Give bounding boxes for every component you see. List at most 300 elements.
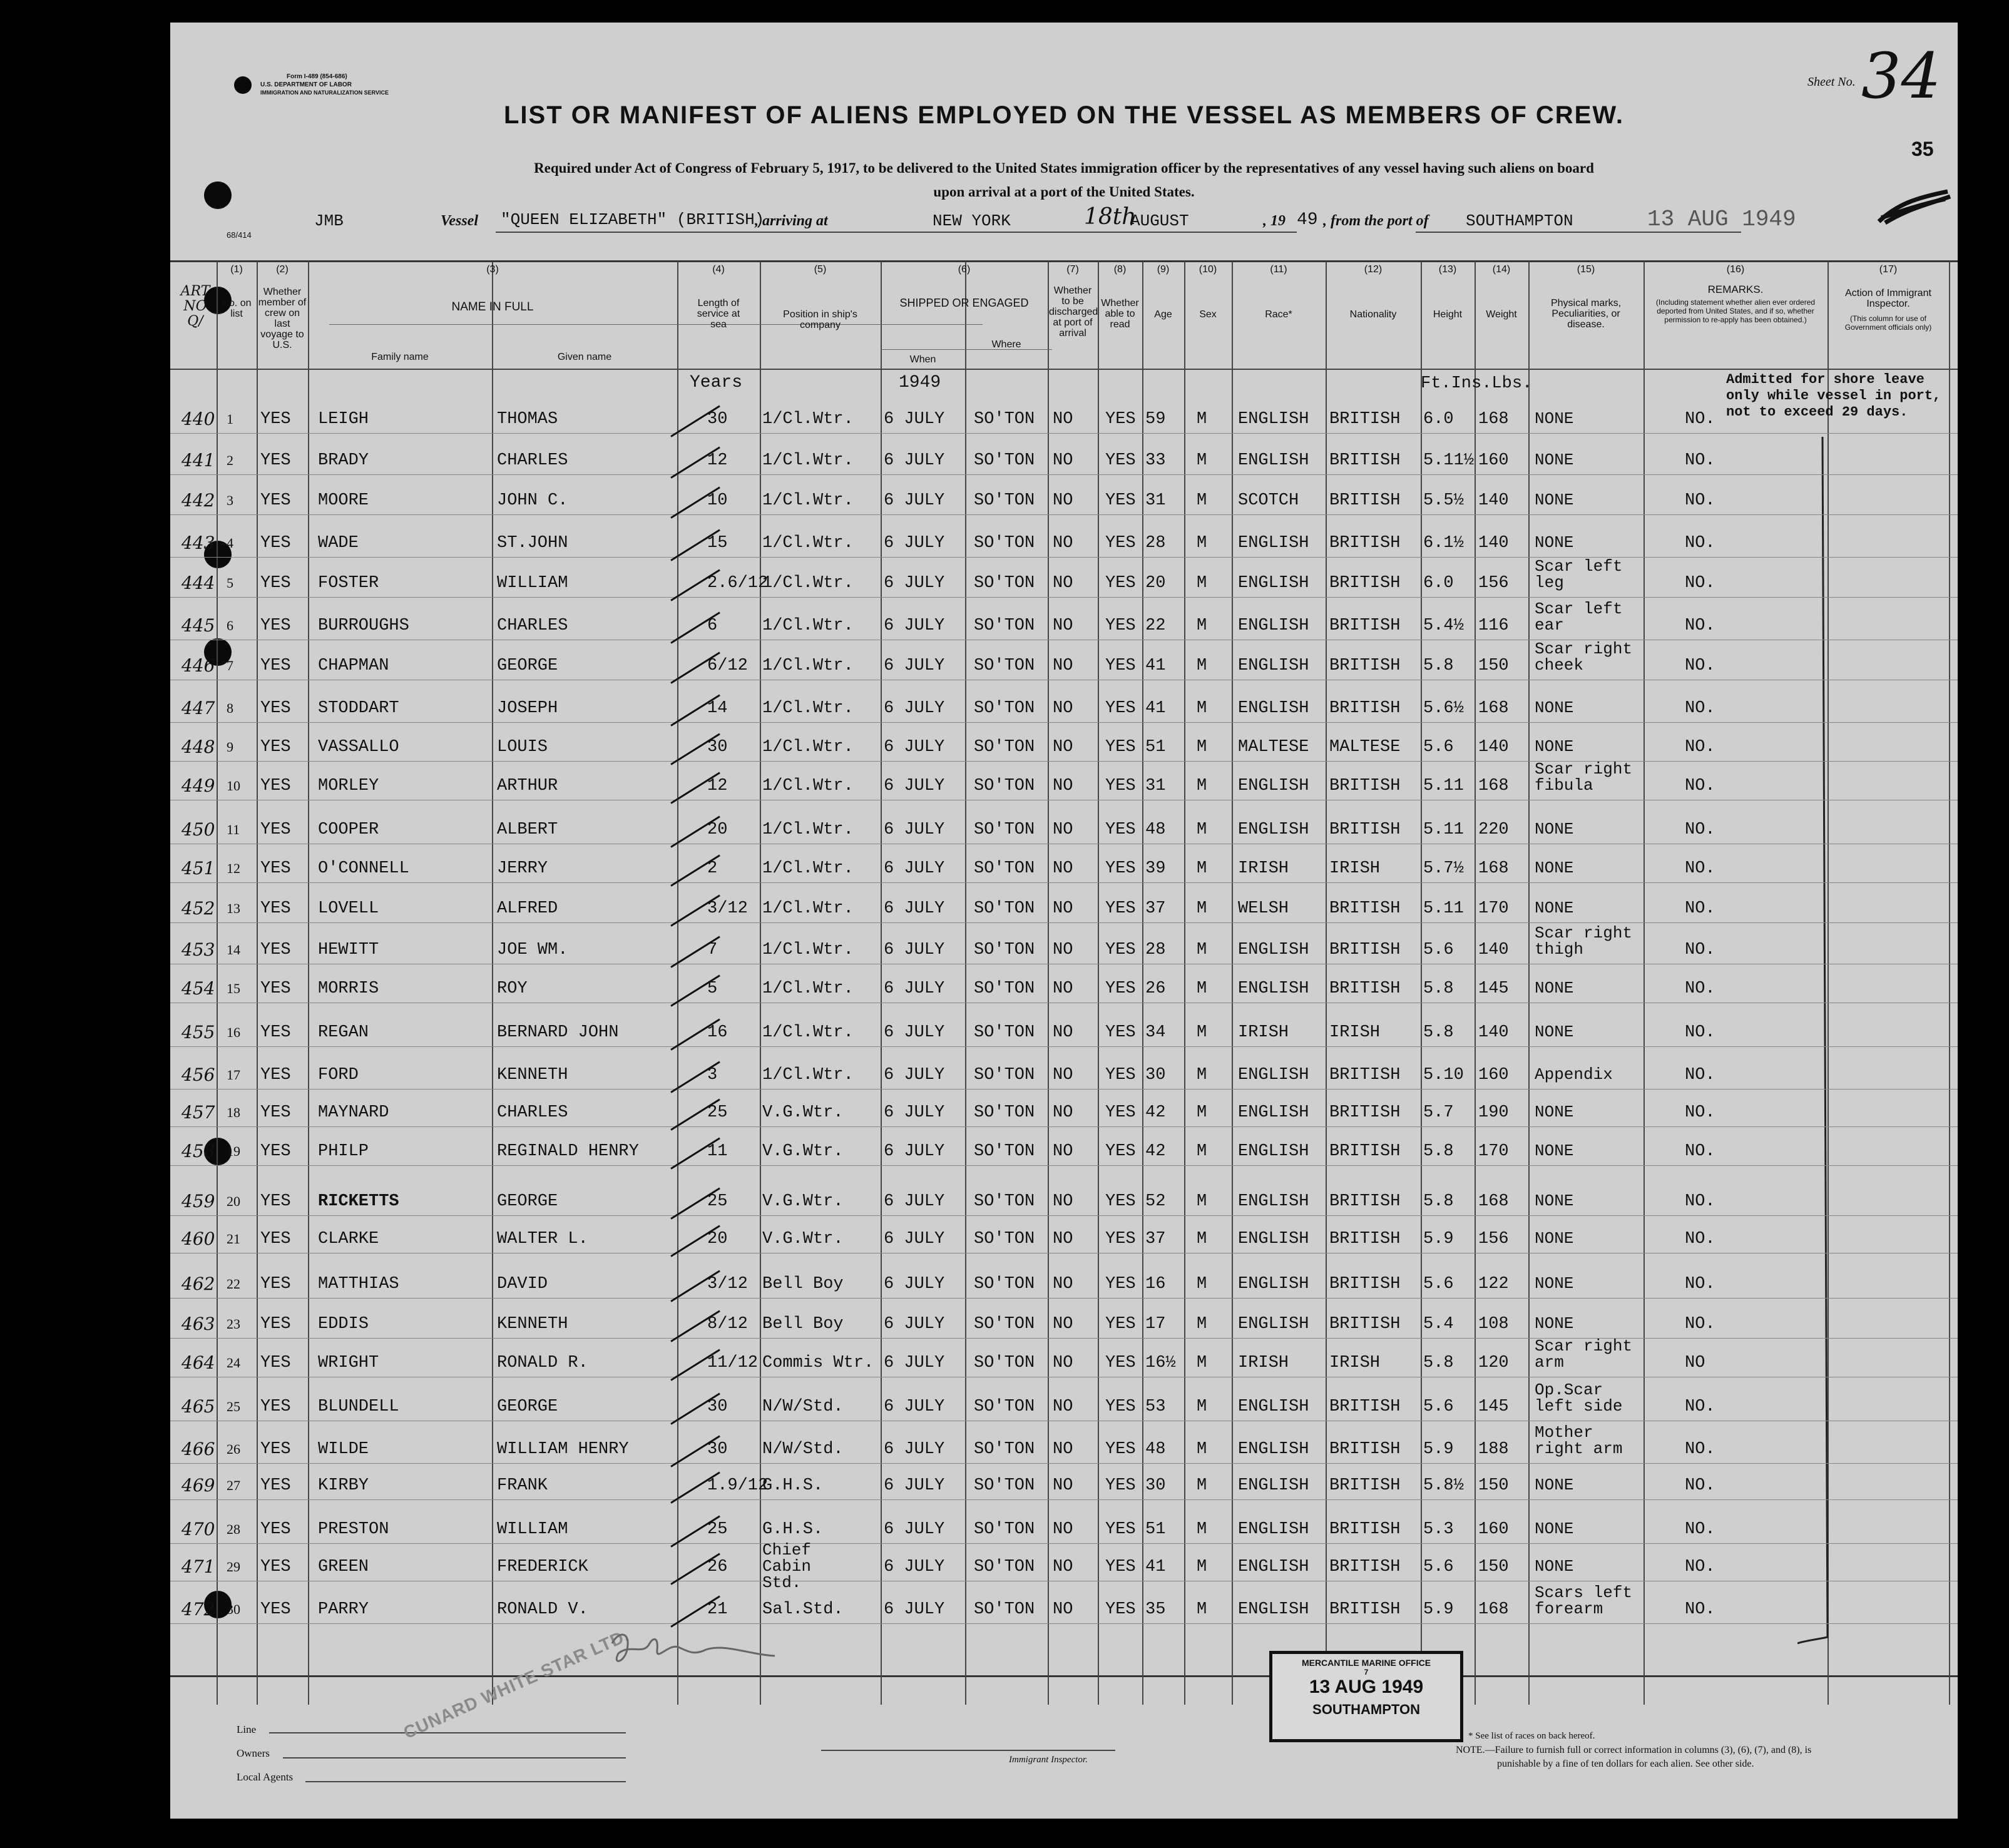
family-name: COOPER [318,820,379,839]
row-rule [170,1089,1958,1090]
race: ENGLISH [1238,1520,1309,1539]
age: 52 [1145,1192,1166,1211]
given-name: REGINALD HENRY [497,1142,639,1161]
weight: 168 [1478,859,1509,878]
row-rule [170,1463,1958,1464]
list-number: 30 [227,1601,240,1617]
shipped-when: 6 JULY [884,1558,945,1576]
shipped-when: 6 JULY [884,1230,945,1248]
discharged: NO [1053,941,1073,959]
nationality: BRITISH [1329,1066,1401,1085]
list-number: 15 [227,981,240,996]
nationality: BRITISH [1329,1275,1401,1294]
header-col-6-number: (6) [958,264,971,275]
family-name: MAYNARD [318,1103,389,1122]
race: WELSH [1238,899,1289,918]
discharged: NO [1053,1230,1073,1248]
year-suffix: 49 [1297,210,1318,230]
nationality: BRITISH [1329,1192,1401,1211]
header-weight: Weight [1486,309,1517,320]
nationality: IRISH [1329,1023,1381,1042]
sex: M [1197,616,1207,635]
header-inspector-action: Action of Immigrant Inspector. [1845,288,1931,309]
previous-voyage: YES [260,1230,291,1248]
discharged: NO [1053,1600,1073,1619]
age: 35 [1145,1600,1166,1619]
col-divider [1048,262,1049,1705]
list-number: 7 [227,658,233,673]
position: Commis Wtr. [762,1354,874,1372]
col-divider [677,262,678,1705]
sex: M [1197,491,1207,510]
remarks: NO. [1685,859,1715,878]
header-col-8-number: (8) [1113,264,1127,275]
shipped-where: SO'TON [974,1558,1035,1576]
remarks: NO. [1685,820,1715,839]
physical-marks: NONE [1535,451,1574,469]
stamp-office: MERCANTILE MARINE OFFICE [1301,1658,1431,1668]
race: SCOTCH [1238,491,1299,510]
discharged: NO [1053,1315,1073,1334]
row-rule [170,433,1958,434]
nationality: BRITISH [1329,410,1401,429]
race: ENGLISH [1238,1103,1309,1122]
header-position: Position in ship's company [783,309,857,330]
shipped-where: SO'TON [974,656,1035,675]
footer-line-rule [269,1732,626,1733]
length-of-service: 25 [707,1103,728,1122]
height: 5.6 [1423,941,1454,959]
row-rule [170,1126,1958,1127]
position: V.G.Wtr. [762,1192,844,1211]
discharged: NO [1053,1558,1073,1576]
nationality: BRITISH [1329,699,1401,718]
discharged: NO [1053,616,1073,635]
family-name: KIRBY [318,1476,369,1495]
nationality: BRITISH [1329,1103,1401,1122]
service: IMMIGRATION AND NATURALIZATION SERVICE [260,89,389,96]
physical-marks: Scars left forearm [1535,1583,1633,1618]
shipped-where: SO'TON [974,1066,1035,1085]
given-name: GEORGE [497,656,558,675]
mercantile-marine-stamp [1269,1651,1463,1742]
shipped-where: SO'TON [974,699,1035,718]
nationality: BRITISH [1329,979,1401,998]
race: ENGLISH [1238,1558,1309,1576]
length-of-service: 3 [707,1066,718,1085]
manifest-sheet [170,23,1958,1819]
header-art-no: ART NO Q/ [180,283,210,329]
subtitle-line-1: Required under Act of Congress of February 5, 1917, to be delivered to the United States immigration officer by the representatives of any vessel having such aliens on board [534,160,1594,176]
art-number: 465 [181,1396,215,1417]
sex: M [1197,1315,1207,1334]
family-name: PRESTON [318,1520,389,1539]
weight: 120 [1478,1354,1509,1372]
given-name: JERRY [497,859,548,878]
col-divider [881,262,882,1705]
shipped-when: 6 JULY [884,1275,945,1294]
row-rule [170,1338,1958,1339]
length-of-service: 20 [707,820,728,839]
height: 5.10 [1423,1066,1464,1085]
col-divider [1326,262,1327,1705]
weight: 156 [1478,574,1509,593]
able-to-read: YES [1105,738,1136,757]
previous-voyage: YES [260,616,291,635]
remarks: NO. [1685,1397,1715,1416]
physical-marks: Scar right arm [1535,1337,1633,1372]
discharged: NO [1053,1476,1073,1495]
weight: 220 [1478,820,1509,839]
remarks: NO. [1685,899,1715,918]
col-divider [257,262,258,1705]
company-stamp: CUNARD WHITE STAR LTD. [401,1625,632,1743]
able-to-read: YES [1105,1023,1136,1042]
able-to-read: YES [1105,1103,1136,1122]
remarks: NO. [1685,451,1715,470]
row-rule [170,722,1958,723]
length-of-service: 6 [707,616,718,635]
discharged: NO [1053,1520,1073,1539]
inspector-note: Admitted for shore leave only while vessel in port, not to exceed 29 days. [1726,372,1941,420]
header-length-of-service: Length of service at sea [697,298,740,330]
vessel-name: "QUEEN ELIZABETH" (BRITISH) [501,210,765,229]
discharged: NO [1053,899,1073,918]
physical-marks: Scar left ear [1535,600,1623,635]
previous-voyage: YES [260,1520,291,1539]
shipped-where: SO'TON [974,1354,1035,1372]
discharged: NO [1053,979,1073,998]
list-number: 23 [227,1316,240,1332]
col-divider [1184,262,1185,1705]
age: 28 [1145,534,1166,553]
nationality: BRITISH [1329,656,1401,675]
sex: M [1197,899,1207,918]
sex: M [1197,1558,1207,1576]
previous-voyage: YES [260,1440,291,1459]
able-to-read: YES [1105,1440,1136,1459]
age: 48 [1145,1440,1166,1459]
given-name: ALFRED [497,899,558,918]
race: ENGLISH [1238,1066,1309,1085]
able-to-read: YES [1105,1192,1136,1211]
shipped-when: 6 JULY [884,820,945,839]
art-number: 441 [181,450,215,471]
position: V.G.Wtr. [762,1142,844,1161]
family-name: MORRIS [318,979,379,998]
family-name: GREEN [318,1558,369,1576]
position: 1/Cl.Wtr. [762,1023,854,1042]
art-number: 454 [181,978,215,999]
previous-voyage: YES [260,859,291,878]
weight: 140 [1478,534,1509,553]
family-name: RICKETTS [318,1192,399,1211]
col-divider [965,262,966,1705]
physical-marks: NONE [1535,899,1574,917]
sex: M [1197,941,1207,959]
col-divider [492,262,493,1705]
discharged: NO [1053,574,1073,593]
length-of-service: 6/12 [707,656,748,675]
list-number: 25 [227,1399,240,1414]
able-to-read: YES [1105,451,1136,470]
previous-voyage: YES [260,1275,291,1294]
arriving-label: , arriving at [755,213,828,229]
nationality: BRITISH [1329,1142,1401,1161]
art-number: 460 [181,1228,215,1249]
height: 5.6 [1423,1397,1454,1416]
physical-marks: Scar right cheek [1535,640,1633,675]
physical-marks: Scar right fibula [1535,760,1633,795]
race: ENGLISH [1238,1192,1309,1211]
family-name: WILDE [318,1440,369,1459]
previous-voyage: YES [260,899,291,918]
remarks: NO. [1685,491,1715,510]
shipped-when: 6 JULY [884,656,945,675]
form-number: Form I-489 (854-686) [287,73,347,80]
art-number: 455 [181,1022,215,1043]
shipped-where: SO'TON [974,451,1035,470]
race: ENGLISH [1238,656,1309,675]
position: Sal.Std. [762,1600,844,1619]
previous-voyage: YES [260,1103,291,1122]
note-line-1: NOTE.—Failure to furnish full or correct information in columns (3), (6), (7), and (8), is [1456,1745,1812,1755]
art-number: 471 [181,1556,215,1577]
age: 30 [1145,1066,1166,1085]
art-number: 464 [181,1352,215,1373]
race: ENGLISH [1238,534,1309,553]
height: 5.4 [1423,1315,1454,1334]
remarks: NO. [1685,941,1715,959]
position: G.H.S. [762,1520,824,1539]
list-number: 5 [227,575,233,591]
age: 17 [1145,1315,1166,1334]
previous-voyage: YES [260,777,291,795]
shipped-where: SO'TON [974,1600,1035,1619]
previous-voyage: YES [260,656,291,675]
height: 6.0 [1423,574,1454,593]
height: 5.3 [1423,1520,1454,1539]
sex: M [1197,1142,1207,1161]
sex: M [1197,1230,1207,1248]
given-name: BERNARD JOHN [497,1023,619,1042]
discharged: NO [1053,1023,1073,1042]
family-name: PARRY [318,1600,369,1619]
header-nationality: Nationality [1349,309,1397,320]
date-stamp: 13 AUG 1949 [1647,207,1796,232]
header-age: Age [1154,309,1172,320]
length-of-service: 7 [707,941,718,959]
family-name: MATTHIAS [318,1275,399,1294]
weight: 188 [1478,1440,1509,1459]
physical-marks: NONE [1535,1476,1574,1494]
remarks: NO. [1685,1520,1715,1539]
race: ENGLISH [1238,1230,1309,1248]
given-name: ARTHUR [497,777,558,795]
art-number: 462 [181,1274,215,1294]
art-number: 457 [181,1102,215,1123]
weight: 160 [1478,1066,1509,1085]
remarks: NO. [1685,574,1715,593]
sex: M [1197,656,1207,675]
height: 5.9 [1423,1230,1454,1248]
footer-line-label: Line [237,1723,257,1735]
position: 1/Cl.Wtr. [762,899,854,918]
height: 5.6½ [1423,699,1464,718]
physical-marks: NONE [1535,859,1574,877]
sex: M [1197,1440,1207,1459]
row-rule [170,1543,1958,1544]
height: 5.9 [1423,1440,1454,1459]
height: 5.11 [1423,820,1464,839]
age: 42 [1145,1103,1166,1122]
race: IRISH [1238,1023,1289,1042]
header-col-16-number: (16) [1726,264,1745,275]
age: 31 [1145,777,1166,795]
sex: M [1197,777,1207,795]
age: 41 [1145,699,1166,718]
given-name: THOMAS [497,410,558,429]
port-underline [1416,232,1741,233]
sex: M [1197,574,1207,593]
shipped-where: SO'TON [974,491,1035,510]
able-to-read: YES [1105,899,1136,918]
row-rule [170,882,1958,883]
shipped-when: 6 JULY [884,699,945,718]
header-bottom-rule [170,369,1958,370]
able-to-read: YES [1105,1275,1136,1294]
remarks: NO. [1685,1275,1715,1294]
position: 1/Cl.Wtr. [762,979,854,998]
physical-marks: NONE [1535,1314,1574,1333]
length-of-service: 11 [707,1142,728,1161]
race: ENGLISH [1238,1397,1309,1416]
length-of-service: 10 [707,491,728,510]
col-divider [1232,262,1233,1705]
given-name: GEORGE [497,1397,558,1416]
shipped-when: 6 JULY [884,899,945,918]
discharged: NO [1053,1440,1073,1459]
remarks: NO. [1685,1440,1715,1459]
discharged: NO [1053,534,1073,553]
weight: 168 [1478,1600,1509,1619]
header-col-10-number: (10) [1199,264,1217,275]
position: 1/Cl.Wtr. [762,820,854,839]
length-of-service: 12 [707,777,728,795]
given-name: LOUIS [497,738,548,757]
list-number: 17 [227,1067,240,1083]
table-bottom-rule [170,1675,1958,1677]
sex: M [1197,1103,1207,1122]
able-to-read: YES [1105,1142,1136,1161]
able-to-read: YES [1105,859,1136,878]
remarks: NO. [1685,738,1715,757]
nationality: BRITISH [1329,777,1401,795]
row-rule [170,1298,1958,1299]
family-name: LEIGH [318,410,369,429]
from-port: SOUTHAMPTON [1466,212,1573,230]
weight: 140 [1478,738,1509,757]
remarks: NO. [1685,534,1715,553]
family-name: BRADY [318,451,369,470]
age: 48 [1145,820,1166,839]
previous-voyage: YES [260,1315,291,1334]
discharged: NO [1053,1354,1073,1372]
race: ENGLISH [1238,699,1309,718]
list-number: 2 [227,452,233,468]
age: 26 [1145,979,1166,998]
weight: 150 [1478,656,1509,675]
position: 1/Cl.Wtr. [762,451,854,470]
given-name: FREDERICK [497,1558,588,1576]
race: ENGLISH [1238,1440,1309,1459]
previous-voyage: YES [260,410,291,429]
able-to-read: YES [1105,941,1136,959]
discharged: NO [1053,1192,1073,1211]
remarks: NO. [1685,1476,1715,1495]
page-number: 35 [1911,138,1934,160]
weight: 122 [1478,1275,1509,1294]
shipped-where: SO'TON [974,1397,1035,1416]
family-name: PHILP [318,1142,369,1161]
arriving-port: NEW YORK [933,212,1011,230]
shipped-when: 6 JULY [884,1440,945,1459]
header-family-name: Family name [371,352,429,362]
previous-voyage: YES [260,451,291,470]
nationality: BRITISH [1329,616,1401,635]
nationality: BRITISH [1329,1520,1401,1539]
remarks: NO. [1685,1066,1715,1085]
footer-owners-label: Owners [237,1747,270,1759]
length-of-service: 2 [707,859,718,878]
length-of-service: 11/12 [707,1354,759,1372]
shipped-when: 6 JULY [884,777,945,795]
race: MALTESE [1238,738,1309,757]
position: V.G.Wtr. [762,1230,844,1248]
header-remarks-note: (Including statement whether alien ever ordered deported from United States, and if so, whether permission to re-apply has been obtained.) [1655,298,1816,324]
physical-marks: NONE [1535,1103,1574,1121]
art-number: 459 [181,1191,215,1212]
shipped-when: 6 JULY [884,1600,945,1619]
sex: M [1197,1600,1207,1619]
length-of-service: 30 [707,410,728,429]
position: Chief Cabin Std. [762,1541,812,1592]
shipped-where: SO'TON [974,1520,1035,1539]
initials: JMB [314,212,344,230]
weight: 116 [1478,616,1509,635]
nationality: BRITISH [1329,1476,1401,1495]
physical-marks: NONE [1535,491,1574,509]
age: 39 [1145,859,1166,878]
art-number: 443 [181,533,215,553]
remarks: NO. [1685,979,1715,998]
height: 5.4½ [1423,616,1464,635]
header-col-2-number: (2) [276,264,289,275]
discharged: NO [1053,1275,1073,1294]
header-height: Height [1433,309,1463,320]
header-able-to-read: Whether able to read [1101,298,1139,330]
art-number: 456 [181,1064,215,1085]
inspector-label: Immigrant Inspector. [1009,1755,1088,1765]
header-physical-marks: Physical marks, Peculiarities, or disease. [1550,298,1622,330]
row-rule [170,761,1958,762]
row-rule [170,1623,1958,1624]
shipped-when: 6 JULY [884,1315,945,1334]
length-of-service: 1.9/12 [707,1476,769,1495]
height: 5.7½ [1423,859,1464,878]
art-number: 445 [181,615,215,636]
given-name: GEORGE [497,1192,558,1211]
